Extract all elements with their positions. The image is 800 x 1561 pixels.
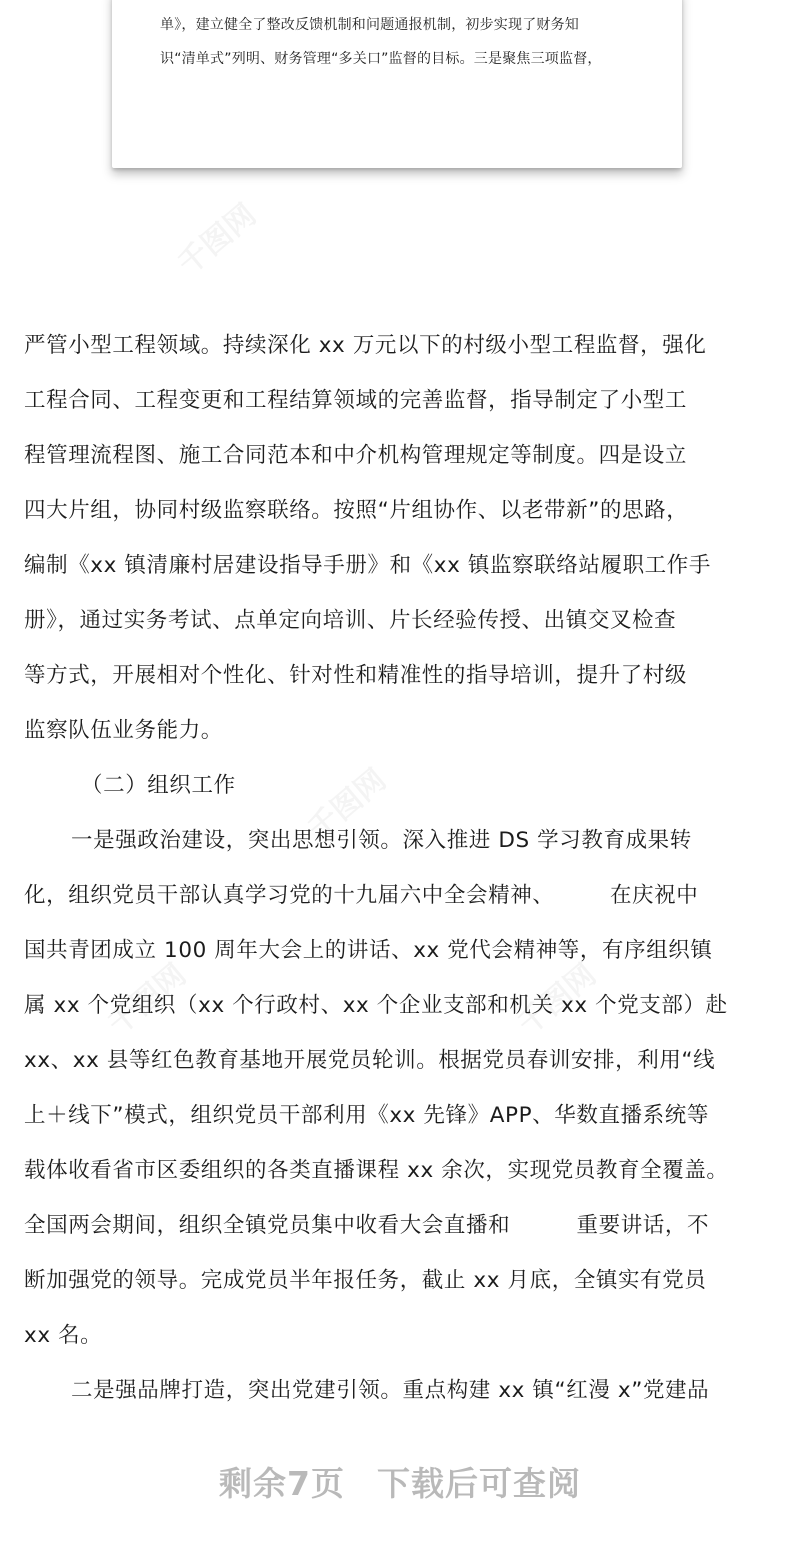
paragraph-line: 程管理流程图、施工合同范本和中介机构管理规定等制度。四是设立 <box>24 443 688 468</box>
paragraph-line: xx、xx 县等红色教育基地开展党员轮训。根据党员春训安排，利用“线 <box>24 1048 716 1073</box>
paragraph-line: 载体收看省市区委组织的各类直播课程 xx 余次，实现党员教育全覆盖。 <box>24 1158 729 1183</box>
watermark: 千图网 <box>511 957 603 1043</box>
document-body <box>24 318 776 1418</box>
watermark: 千图网 <box>171 197 263 283</box>
download-prompt[interactable] <box>0 1458 800 1505</box>
watermark: 千图网 <box>301 762 393 848</box>
paragraph-line: 严管小型工程领域。持续深化 xx 万元以下的村级小型工程监督，强化 <box>24 333 707 358</box>
paragraph-line: xx 名。 <box>24 1323 103 1348</box>
document-preview-card <box>112 0 682 168</box>
paragraph-line: 监察队伍业务能力。 <box>24 718 223 743</box>
preview-line: 单》，建立健全了整改反馈机制和问题通报机制，初步实现了财务知 <box>160 17 579 33</box>
paragraph-line: 化，组织党员干部认真学习党的十九届六中全会精神、 在庆祝中 <box>24 883 699 908</box>
preview-text <box>160 8 660 76</box>
paragraph-line: 全国两会期间，组织全镇党员集中收看大会直播和 重要讲话，不 <box>24 1213 710 1238</box>
paragraph-line: 编制《xx 镇清廉村居建设指导手册》和《xx 镇监察联络站履职工作手 <box>24 553 711 578</box>
paragraph-line: 属 xx 个党组织（xx 个行政村、xx 个企业支部和机关 xx 个党支部）赴 <box>24 993 728 1018</box>
paragraph-line: 国共青团成立 100 周年大会上的讲话、xx 党代会精神等，有序组织镇 <box>24 938 713 963</box>
remaining-pages-label: 剩余7页 <box>219 1464 345 1503</box>
paragraph-line: 册》，通过实务考试、点单定向培训、片长经验传授、出镇交叉检查 <box>24 608 677 633</box>
paragraph-line: 一是强政治建设，突出思想引领。深入推进 DS 学习教育成果转 <box>71 828 692 853</box>
paragraph-line: 上＋线下”模式，组织党员干部利用《xx 先锋》APP、华数直播系统等 <box>24 1103 709 1128</box>
preview-line: 识“清单式”列明、财务管理“多关口”监督的目标。三是聚焦三项监督， <box>160 51 602 67</box>
paragraph-line: 工程合同、工程变更和工程结算领域的完善监督，指导制定了小型工 <box>24 388 688 413</box>
section-heading: （二）组织工作 <box>81 773 236 798</box>
paragraph-line: 四大片组，协同村级监察联络。按照“片组协作、以老带新”的思路， <box>24 498 689 523</box>
paragraph-line: 断加强党的领导。完成党员半年报任务，截止 xx 月底，全镇实有党员 <box>24 1268 707 1293</box>
paragraph-line: 等方式，开展相对个性化、针对性和精准性的指导培训，提升了村级 <box>24 663 688 688</box>
paragraph-line: 二是强品牌打造，突出党建引领。重点构建 xx 镇“红漫 x”党建品 <box>71 1378 710 1403</box>
watermark: 千图网 <box>101 957 193 1043</box>
download-hint-label: 下载后可查阅 <box>376 1464 581 1503</box>
